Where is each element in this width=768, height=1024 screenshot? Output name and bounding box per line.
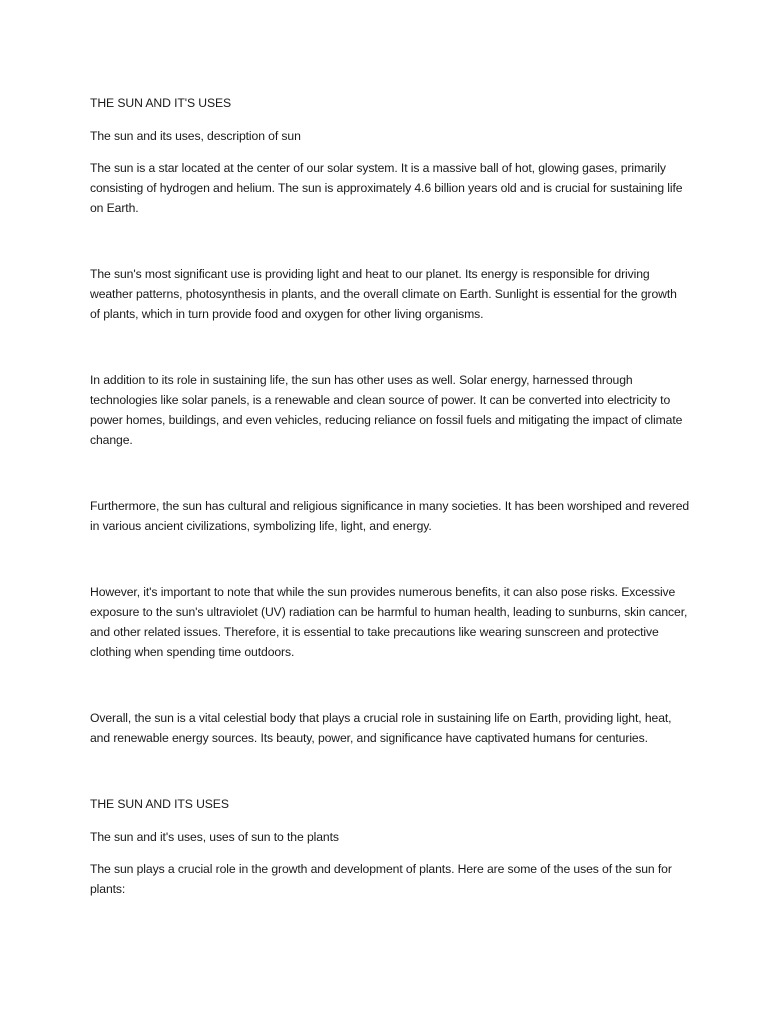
section-1-paragraph-4: Furthermore, the sun has cultural and religious significance in many societies. It has been worshiped and revered in various ancient civilizations, symbolizing life, light, and energy.	[90, 499, 690, 533]
section-2-paragraph-1: The sun plays a crucial role in the growth and development of plants. Here are some of the uses of the sun for plants:	[90, 862, 672, 896]
section-1-paragraph-6: Overall, the sun is a vital celestial body that plays a crucial role in sustaining life on Earth, providing light, heat, and renewable energy sources. Its beauty, power, and significance have captivated humans for centuries.	[90, 711, 672, 745]
section-1-paragraph-3: In addition to its role in sustaining life, the sun has other uses as well. Solar energy, harnessed through technologies like solar panels, is a renewable and clean source of power. It can be converted into electricity to power homes, buildings, and even vehicles, reducing reliance on fossil fuels and mitigating the impact of climate change.	[90, 373, 683, 447]
section-2-subtitle: The sun and it's uses, uses of sun to the plants	[90, 830, 339, 844]
section-1-paragraph-1: The sun is a star located at the center of our solar system. It is a massive ball of hot, glowing gases, primarily consisting of hydrogen and helium. The sun is approximately 4.6 billion years old and is crucial for sustaining life on Earth.	[90, 161, 683, 215]
section-1-title: THE SUN AND IT'S USES	[90, 96, 232, 110]
section-1-paragraph-2: The sun's most significant use is providing light and heat to our planet. Its energy is responsible for driving weather patterns, photosynthesis in plants, and the overall climate on Earth. Sunlight is essential for the growth of plants, which in turn provide food and oxygen for other living organisms.	[90, 267, 677, 321]
section-1-paragraph-5: However, it's important to note that while the sun provides numerous benefits, it can also pose risks. Excessive exposure to the sun's ultraviolet (UV) radiation can be harmful to human health, leading to sunburns, skin cancer, and other related issues. Therefore, it is essential to take precautions like wearing sunscreen and protective clothing when spending time outdoors.	[90, 585, 688, 659]
section-2-title: THE SUN AND ITS USES	[90, 797, 229, 811]
section-1-subtitle: The sun and its uses, description of sun	[90, 129, 301, 143]
document-page	[90, 93, 690, 899]
